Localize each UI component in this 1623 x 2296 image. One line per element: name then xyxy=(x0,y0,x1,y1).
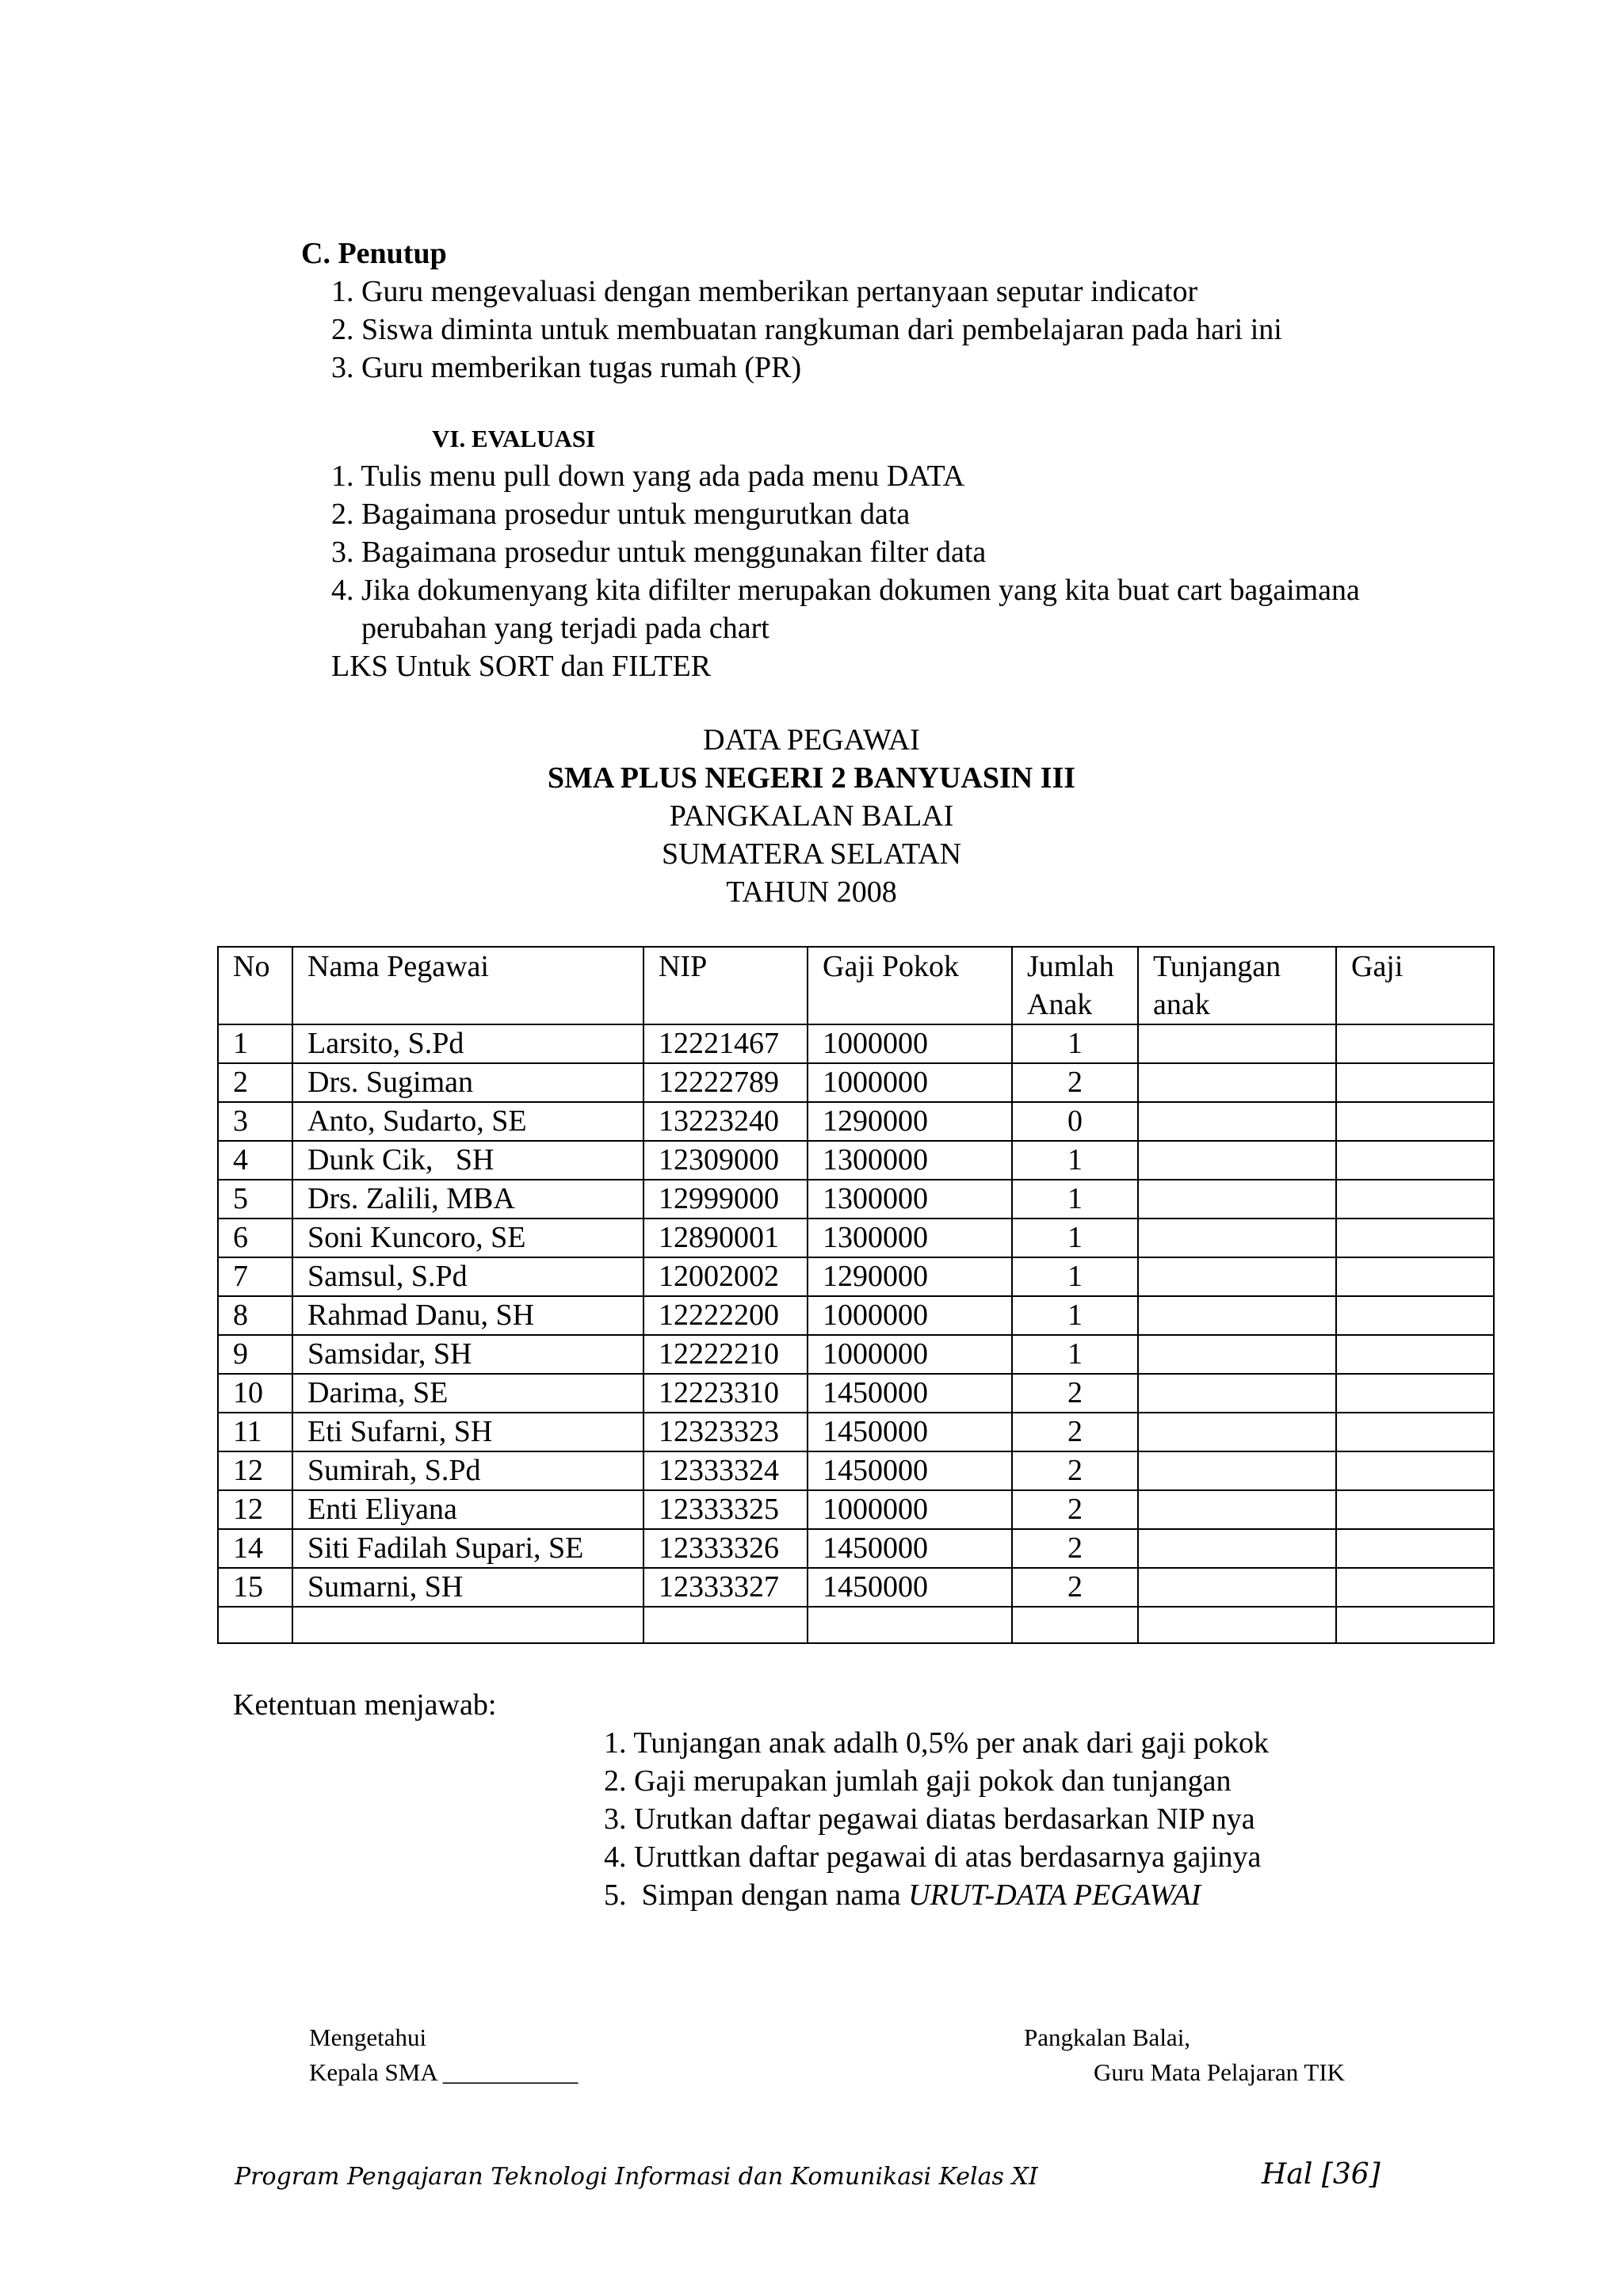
title-line-1: DATA PEGAWAI xyxy=(703,723,920,757)
cell-no: 4 xyxy=(218,1141,292,1180)
cell-gaji-pokok: 1300000 xyxy=(808,1180,1012,1219)
cell-no: 7 xyxy=(218,1257,292,1296)
cell-gaji xyxy=(1336,1451,1494,1490)
cell-empty xyxy=(292,1607,643,1643)
table-row xyxy=(218,1141,1494,1180)
evaluasi-item-4: 4. Jika dokumenyang kita difilter merupakan dokumen yang kita buat cart bagaimana xyxy=(331,574,1360,607)
cell-nama: Sumirah, S.Pd xyxy=(292,1451,643,1490)
ketentuan-item-4: 4. Uruttkan daftar pegawai di atas berdasarnya gajinya xyxy=(604,1840,1262,1874)
cell-jumlah-anak: 2 xyxy=(1012,1529,1138,1568)
cell-gaji xyxy=(1336,1219,1494,1257)
cell-no: 8 xyxy=(218,1296,292,1335)
cell-empty xyxy=(1336,1607,1494,1643)
ketentuan-item-1: 1. Tunjangan anak adalh 0,5% per anak dari gaji pokok xyxy=(604,1726,1269,1760)
table-row xyxy=(218,1451,1494,1490)
cell-empty xyxy=(218,1607,292,1643)
cell-no: 12 xyxy=(218,1490,292,1529)
cell-jumlah-anak: 2 xyxy=(1012,1413,1138,1451)
cell-nip: 12223310 xyxy=(643,1374,808,1413)
cell-nip: 12323323 xyxy=(643,1413,808,1451)
cell-tunjangan-anak xyxy=(1138,1568,1336,1607)
table-row xyxy=(218,1024,1494,1063)
cell-tunjangan-anak xyxy=(1138,1529,1336,1568)
cell-nama: Soni Kuncoro, SE xyxy=(292,1219,643,1257)
cell-tunjangan-anak xyxy=(1138,1141,1336,1180)
cell-gaji xyxy=(1336,1529,1494,1568)
cell-jumlah-anak: 1 xyxy=(1012,1219,1138,1257)
cell-nama: Rahmad Danu, SH xyxy=(292,1296,643,1335)
cell-nama: Larsito, S.Pd xyxy=(292,1024,643,1063)
cell-tunjangan-anak xyxy=(1138,1296,1336,1335)
table-row xyxy=(218,1296,1494,1335)
cell-tunjangan-anak xyxy=(1138,1180,1336,1219)
cell-jumlah-anak: 1 xyxy=(1012,1257,1138,1296)
cell-gaji xyxy=(1336,1063,1494,1102)
table-row xyxy=(218,1180,1494,1219)
cell-gaji-pokok: 1450000 xyxy=(808,1413,1012,1451)
cell-gaji-pokok: 1450000 xyxy=(808,1568,1012,1607)
cell-jumlah-anak: 0 xyxy=(1012,1102,1138,1141)
header-jumlah-anak: Jumlah Anak xyxy=(1012,947,1138,1024)
table-row xyxy=(218,1413,1494,1451)
cell-tunjangan-anak xyxy=(1138,1063,1336,1102)
header-gaji: Gaji xyxy=(1336,947,1494,1024)
cell-no: 10 xyxy=(218,1374,292,1413)
cell-jumlah-anak: 1 xyxy=(1012,1141,1138,1180)
cell-nip: 12002002 xyxy=(643,1257,808,1296)
cell-gaji-pokok: 1000000 xyxy=(808,1490,1012,1529)
cell-nip: 12333325 xyxy=(643,1490,808,1529)
cell-nama: Sumarni, SH xyxy=(292,1568,643,1607)
cell-tunjangan-anak xyxy=(1138,1219,1336,1257)
cell-gaji-pokok: 1300000 xyxy=(808,1141,1012,1180)
cell-gaji xyxy=(1336,1490,1494,1529)
cell-gaji xyxy=(1336,1102,1494,1141)
cell-jumlah-anak: 2 xyxy=(1012,1374,1138,1413)
cell-gaji xyxy=(1336,1374,1494,1413)
footer-program: Program Pengajaran Teknologi Informasi dan Komunikasi Kelas XI xyxy=(235,2163,1038,2191)
title-line-3: PANGKALAN BALAI xyxy=(669,799,954,833)
cell-gaji xyxy=(1336,1568,1494,1607)
cell-no: 5 xyxy=(218,1180,292,1219)
cell-gaji-pokok: 1290000 xyxy=(808,1102,1012,1141)
cell-jumlah-anak: 2 xyxy=(1012,1490,1138,1529)
penutup-item-1: 1. Guru mengevaluasi dengan memberikan pertanyaan seputar indicator xyxy=(331,275,1198,308)
cell-tunjangan-anak xyxy=(1138,1024,1336,1063)
cell-empty xyxy=(1012,1607,1138,1643)
table-row-empty xyxy=(218,1607,1494,1643)
cell-no: 2 xyxy=(218,1063,292,1102)
cell-nama: Drs. Zalili, MBA xyxy=(292,1180,643,1219)
cell-nama: Dunk Cik, SH xyxy=(292,1141,643,1180)
sign-right-2: Guru Mata Pelajaran TIK xyxy=(1094,2058,1346,2086)
cell-nip: 12999000 xyxy=(643,1180,808,1219)
cell-gaji xyxy=(1336,1335,1494,1374)
cell-gaji-pokok: 1450000 xyxy=(808,1529,1012,1568)
cell-nama: Samsul, S.Pd xyxy=(292,1257,643,1296)
ketentuan-heading: Ketentuan menjawab: xyxy=(233,1688,497,1722)
cell-gaji xyxy=(1336,1024,1494,1063)
cell-nip: 12333324 xyxy=(643,1451,808,1490)
cell-jumlah-anak: 1 xyxy=(1012,1335,1138,1374)
cell-tunjangan-anak xyxy=(1138,1490,1336,1529)
title-line-5: TAHUN 2008 xyxy=(726,875,897,909)
table-row xyxy=(218,1374,1494,1413)
cell-gaji-pokok: 1450000 xyxy=(808,1451,1012,1490)
evaluasi-item-4-cont: perubahan yang terjadi pada chart xyxy=(331,612,769,645)
header-no: No xyxy=(218,947,292,1024)
cell-tunjangan-anak xyxy=(1138,1374,1336,1413)
sign-right-1: Pangkalan Balai, xyxy=(1024,2023,1191,2051)
cell-empty xyxy=(808,1607,1012,1643)
penutup-item-3: 3. Guru memberikan tugas rumah (PR) xyxy=(331,351,802,384)
table-row xyxy=(218,1490,1494,1529)
cell-empty xyxy=(643,1607,808,1643)
ketentuan-item-5-prefix: 5. Simpan dengan nama xyxy=(604,1878,909,1912)
cell-tunjangan-anak xyxy=(1138,1413,1336,1451)
cell-nip: 12221467 xyxy=(643,1024,808,1063)
table-row xyxy=(218,1568,1494,1607)
header-tunjangan-anak: Tunjangan anak xyxy=(1138,947,1336,1024)
cell-no: 14 xyxy=(218,1529,292,1568)
cell-gaji-pokok: 1000000 xyxy=(808,1296,1012,1335)
cell-jumlah-anak: 2 xyxy=(1012,1451,1138,1490)
cell-jumlah-anak: 1 xyxy=(1012,1180,1138,1219)
cell-nip: 12309000 xyxy=(643,1141,808,1180)
cell-gaji-pokok: 1300000 xyxy=(808,1219,1012,1257)
header-nip: NIP xyxy=(643,947,808,1024)
cell-no: 12 xyxy=(218,1451,292,1490)
cell-gaji-pokok: 1000000 xyxy=(808,1335,1012,1374)
cell-gaji-pokok: 1450000 xyxy=(808,1374,1012,1413)
penutup-heading: C. Penutup xyxy=(301,237,447,270)
cell-no: 15 xyxy=(218,1568,292,1607)
footer-page-number: Hal [36] xyxy=(1262,2158,1381,2191)
table-row xyxy=(218,1102,1494,1141)
penutup-item-2: 2. Siswa diminta untuk membuatan rangkuman dari pembelajaran pada hari ini xyxy=(331,313,1282,346)
cell-nip: 12222210 xyxy=(643,1335,808,1374)
table-row xyxy=(218,1335,1494,1374)
evaluasi-item-1: 1. Tulis menu pull down yang ada pada menu DATA xyxy=(331,460,965,493)
lks-label: LKS Untuk SORT dan FILTER xyxy=(331,650,712,683)
ketentuan-item-5 xyxy=(604,1876,1201,1914)
cell-nama: Siti Fadilah Supari, SE xyxy=(292,1529,643,1568)
cell-jumlah-anak: 1 xyxy=(1012,1024,1138,1063)
cell-tunjangan-anak xyxy=(1138,1257,1336,1296)
table-row xyxy=(218,1257,1494,1296)
header-gaji-pokok: Gaji Pokok xyxy=(808,947,1012,1024)
cell-no: 1 xyxy=(218,1024,292,1063)
cell-nip: 12333327 xyxy=(643,1568,808,1607)
cell-nip: 12333326 xyxy=(643,1529,808,1568)
sign-left-1: Mengetahui xyxy=(309,2023,427,2051)
ketentuan-item-2: 2. Gaji merupakan jumlah gaji pokok dan tunjangan xyxy=(604,1764,1232,1798)
cell-no: 6 xyxy=(218,1219,292,1257)
cell-no: 9 xyxy=(218,1335,292,1374)
cell-nama: Enti Eliyana xyxy=(292,1490,643,1529)
evaluasi-heading: VI. EVALUASI xyxy=(432,425,596,452)
cell-nama: Darima, SE xyxy=(292,1374,643,1413)
pegawai-table xyxy=(217,946,1495,1644)
cell-jumlah-anak: 2 xyxy=(1012,1063,1138,1102)
cell-nama: Samsidar, SH xyxy=(292,1335,643,1374)
cell-gaji-pokok: 1000000 xyxy=(808,1024,1012,1063)
cell-gaji xyxy=(1336,1180,1494,1219)
cell-nip: 12890001 xyxy=(643,1219,808,1257)
cell-no: 11 xyxy=(218,1413,292,1451)
cell-tunjangan-anak xyxy=(1138,1102,1336,1141)
cell-nip: 12222789 xyxy=(643,1063,808,1102)
cell-gaji xyxy=(1336,1413,1494,1451)
table-row xyxy=(218,1219,1494,1257)
cell-no: 3 xyxy=(218,1102,292,1141)
sign-left-2: Kepala SMA ___________ xyxy=(309,2058,579,2086)
cell-nama: Anto, Sudarto, SE xyxy=(292,1102,643,1141)
cell-tunjangan-anak xyxy=(1138,1451,1336,1490)
cell-jumlah-anak: 2 xyxy=(1012,1568,1138,1607)
title-line-4: SUMATERA SELATAN xyxy=(661,837,962,871)
cell-gaji xyxy=(1336,1141,1494,1180)
cell-gaji xyxy=(1336,1257,1494,1296)
title-line-2: SMA PLUS NEGERI 2 BANYUASIN III xyxy=(547,761,1076,795)
cell-gaji-pokok: 1000000 xyxy=(808,1063,1012,1102)
cell-gaji xyxy=(1336,1296,1494,1335)
ketentuan-item-3: 3. Urutkan daftar pegawai diatas berdasarkan NIP nya xyxy=(604,1802,1255,1836)
cell-gaji-pokok: 1290000 xyxy=(808,1257,1012,1296)
cell-nip: 12222200 xyxy=(643,1296,808,1335)
cell-nama: Drs. Sugiman xyxy=(292,1063,643,1102)
file-name: URUT-DATA PEGAWAI xyxy=(908,1878,1201,1912)
table-row xyxy=(218,1063,1494,1102)
cell-empty xyxy=(1138,1607,1336,1643)
cell-nama: Eti Sufarni, SH xyxy=(292,1413,643,1451)
evaluasi-item-3: 3. Bagaimana prosedur untuk menggunakan filter data xyxy=(331,536,987,569)
table-header-row xyxy=(218,947,1494,1024)
evaluasi-item-2: 2. Bagaimana prosedur untuk mengurutkan data xyxy=(331,498,911,531)
cell-nip: 13223240 xyxy=(643,1102,808,1141)
header-nama: Nama Pegawai xyxy=(292,947,643,1024)
table-row xyxy=(218,1529,1494,1568)
cell-tunjangan-anak xyxy=(1138,1335,1336,1374)
cell-jumlah-anak: 1 xyxy=(1012,1296,1138,1335)
